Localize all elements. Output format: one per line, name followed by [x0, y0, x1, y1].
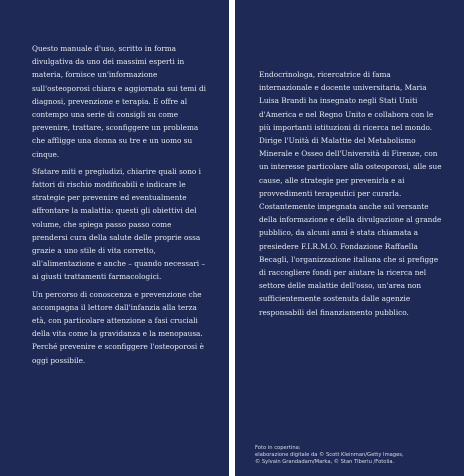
author-bio — [259, 68, 443, 319]
credits-line-2: elaborazione digitale da © Scott Kleinman/Getty Images, — [255, 452, 404, 458]
description-paragraph-1: Questo manuale d'uso, scritto in forma divulgativa da uno dei massimi esperti in materia, fornisce un'informazione sull'osteoporosi chiara e aggiornata sui temi di diagnosi, prevenzione e terapia. E offre al contempo una serie di consigli su come prevenire, trattare, sconfiggere un problema che affligge una donna su tre e un uomo su cinque. — [32, 44, 206, 159]
cover-photo-credits — [255, 445, 455, 466]
book-description — [32, 42, 206, 367]
description-paragraph-2: Sfatare miti e pregiudizi, chiarire quali sono i fattori di rischio modificabili e indicare le strategie per prevenire ed eventualmente affrontare la malattia: questi gli obiettivi del volume, che spiega passo passo come prendersi cura della salute delle proprie ossa grazie a uno stile di vita corretto, all'alimentazione e anche – quando necessari – ai giusti trattamenti farmacologici. — [32, 166, 206, 282]
author-bio-paragraph: Endocrinologa, ricercatrice di fama internazionale e docente universitaria, Maria Luisa Brandi ha insegnato negli Stati Uniti d'America e nel Regno Unito e collabora con le più importanti istituzioni di ricerca nel mondo. Dirige l'Unità di Malattie del Metabolismo Minerale e Osseo dell'Università di Firenze, con un interesse particolare alla osteoporosi, alle sue cause, alle strategie per prevenirla e ai provvedimenti terapeutici per curarla. Costantemente impegnata anche sul versante della informazione e della divulgazione al grande pubblico, da alcuni anni è stata chiamata a presiedere F.I.R.M.O. Fondazione Raffaella Becagli, l'organizzazione italiana che si prefigge di raccogliere fondi per aiutare la ricerca nel settore delle malattie dell'osso, un'area non sufficientemente sostenuta dalle agenzie responsabili del finanziamento pubblico. — [259, 70, 442, 317]
right-flap-panel — [235, 0, 464, 476]
credits-line-3: © Sylvain Grandadam/Marka, © Stan Tiberiu /Fotolia. — [255, 459, 395, 465]
description-paragraph-3: Un percorso di conoscenza e prevenzione che accompagna il lettore dall'infanzia alla terza età, con particolare attenzione a fasi cruciali della vita come la gravidanza e la menopausa. Perché prevenire e sconfiggere l'osteoporosi è oggi possibile. — [32, 289, 204, 365]
left-flap-panel — [0, 0, 229, 476]
credits-line-1: Foto in copertina: — [255, 445, 301, 451]
